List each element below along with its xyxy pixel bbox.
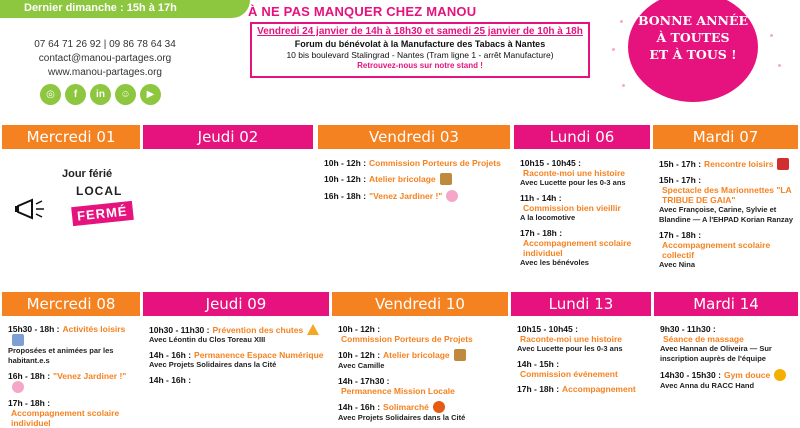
decor-dot: [612, 48, 615, 51]
event-title: Commission Porteurs de Projets: [341, 334, 473, 344]
event-time: 16h - 18h :: [8, 371, 51, 381]
event-time: 10h30 - 11h30 :: [149, 324, 210, 335]
event-entry[interactable]: [149, 324, 325, 345]
event-entry[interactable]: [338, 349, 504, 371]
event-title: Commission bien vieillir: [523, 203, 621, 213]
event-description: Avec Hannan de Oliveira — Sur inscription auprès de l'équipe: [660, 344, 772, 363]
event-entry[interactable]: [520, 158, 646, 188]
day-header: Vendredi 10: [332, 292, 508, 316]
decor-dot: [622, 84, 625, 87]
event-entry[interactable]: [659, 230, 794, 270]
ball-icon: [774, 369, 786, 381]
featured-event-box: [250, 22, 590, 78]
event-description: Avec Nina: [659, 260, 695, 269]
event-time: 9h30 - 11h30 :: [660, 324, 716, 334]
day-column: [338, 318, 504, 422]
event-title: Atelier bricolage: [383, 350, 450, 360]
event-title: Permanence Mission Locale: [341, 386, 455, 396]
event-time: 10h - 12h :: [338, 324, 381, 334]
day-header: Mardi 07: [653, 125, 798, 149]
phone-numbers: 07 64 71 26 92 | 09 86 78 64 34: [34, 39, 176, 50]
paint-icon: [12, 334, 24, 346]
event-entry[interactable]: [8, 398, 136, 428]
event-time: 17h - 18h :: [520, 228, 563, 238]
day-column: [517, 318, 647, 400]
day-header: Lundi 06: [514, 125, 650, 149]
day-column: [149, 150, 309, 290]
featured-event-name: Forum du bénévolat à la Manufacture des Tabacs à Nantes: [294, 39, 546, 49]
holiday-notice: [14, 168, 134, 238]
event-time: 14h - 16h :: [338, 402, 381, 412]
event-entry[interactable]: [324, 173, 506, 185]
event-entry[interactable]: [660, 369, 794, 391]
event-entry[interactable]: [149, 375, 325, 385]
event-entry[interactable]: [659, 158, 794, 170]
facebook-icon[interactable]: f: [65, 84, 86, 105]
event-description: Avec Françoise, Carine, Sylvie et Blandine — A l'EHPAD Korian Ranzay: [659, 205, 794, 224]
contact-block: [0, 38, 210, 80]
event-description: Avec Lucette pour les 0-3 ans: [517, 344, 623, 353]
event-entry[interactable]: [660, 324, 794, 364]
tools-icon: [440, 173, 452, 185]
event-time: 17h - 18h :: [8, 398, 51, 408]
event-title: Solimarché: [383, 402, 429, 412]
event-entry[interactable]: [659, 175, 794, 225]
event-description: A la locomotive: [520, 213, 576, 222]
snapchat-icon[interactable]: ☺: [115, 84, 136, 105]
event-time: 10h - 12h :: [338, 350, 381, 360]
day-header: Mercredi 01: [2, 125, 140, 149]
tools-icon: [454, 349, 466, 361]
event-title: Commission Porteurs de Projets: [369, 158, 501, 168]
decor-dot: [770, 34, 773, 37]
event-entry[interactable]: [517, 324, 647, 354]
event-title: Accompagnement: [562, 384, 636, 394]
event-time: 14h - 15h :: [517, 359, 560, 369]
event-description: Avec Léontin du Clos Toreau XIII: [149, 335, 266, 344]
event-time: 17h - 18h :: [517, 384, 560, 394]
event-title: Séance de massage: [663, 334, 744, 344]
event-time: 15h - 17h :: [659, 159, 702, 169]
featured-address: 10 bis boulevard Stalingrad - Nantes (Tram ligne 1 - arrêt Manufacture): [286, 50, 554, 60]
event-entry[interactable]: [338, 401, 504, 423]
new-year-greeting: [628, 0, 758, 102]
day-header: Jeudi 02: [143, 125, 313, 149]
instagram-icon[interactable]: ◎: [40, 84, 61, 105]
greeting-line: BONNE ANNÉE: [637, 13, 749, 28]
day-header: Vendredi 03: [318, 125, 510, 149]
event-entry[interactable]: [8, 371, 136, 393]
day-column: [149, 318, 325, 400]
day-header: Jeudi 09: [143, 292, 329, 316]
decor-dot: [620, 20, 623, 23]
day-column: [324, 150, 506, 290]
event-description: Avec Projets Solidaires dans la Cité: [338, 413, 466, 422]
event-time: 15h - 17h :: [659, 175, 702, 185]
event-entry[interactable]: [520, 193, 646, 223]
event-title: Accompagnement scolaire collectif: [662, 240, 771, 260]
day-column: [8, 318, 136, 428]
greeting-line: À TOUTES: [656, 30, 730, 45]
featured-heading: À NE PAS MANQUER CHEZ MANOU: [248, 4, 477, 19]
event-title: Accompagnement scolaire individuel: [523, 238, 632, 258]
opening-hours-text: Dernier dimanche : 15h à 17h: [24, 2, 177, 14]
event-title: Atelier bricolage: [369, 174, 436, 184]
linkedin-icon[interactable]: in: [90, 84, 111, 105]
flower-icon: [12, 381, 24, 393]
event-time: 10h - 12h :: [324, 158, 367, 168]
greeting-line: ET À TOUS !: [649, 47, 737, 62]
flower-icon: [446, 190, 458, 202]
day-column: [660, 318, 794, 400]
decor-dot: [778, 64, 781, 67]
social-links: [40, 84, 161, 105]
event-title: Prévention des chutes: [212, 324, 304, 335]
youtube-icon[interactable]: ▶: [140, 84, 161, 105]
featured-dates: Vendredi 24 janvier de 14h à 18h30 et samedi 25 janvier de 10h à 18h: [257, 26, 583, 37]
megaphone-icon: [14, 198, 48, 220]
event-time: 10h - 12h :: [324, 174, 367, 184]
email-link[interactable]: contact@manou-partages.org: [38, 53, 172, 64]
event-entry[interactable]: [324, 190, 506, 202]
pot-icon: [433, 401, 445, 413]
gift-icon: [777, 158, 789, 170]
event-entry[interactable]: [520, 228, 646, 268]
event-entry[interactable]: [149, 350, 325, 370]
day-column: [520, 150, 646, 290]
event-time: 10h15 - 10h45 :: [517, 324, 578, 334]
event-entry[interactable]: [324, 158, 506, 168]
holiday-closed-badge: FERMÉ: [71, 201, 133, 226]
event-description: Avec Anna du RACC Hand: [660, 381, 755, 390]
event-time: 15h30 - 18h :: [8, 324, 60, 334]
event-entry[interactable]: [517, 359, 647, 379]
event-description: Avec Camille: [338, 361, 385, 370]
event-time: 14h - 17h30 :: [338, 376, 390, 386]
day-header: Lundi 13: [511, 292, 651, 316]
website-link[interactable]: www.manou-partages.org: [48, 67, 162, 78]
event-title: Activités loisirs: [62, 324, 126, 334]
day-header: Mardi 14: [654, 292, 798, 316]
event-title: Raconte-moi une histoire: [520, 334, 623, 344]
day-column: [659, 150, 794, 290]
event-title: "Venez Jardiner !": [369, 191, 443, 201]
opening-hours-banner: [0, 0, 250, 18]
event-time: 17h - 18h :: [659, 230, 702, 240]
event-entry[interactable]: [338, 376, 504, 396]
event-time: 16h - 18h :: [324, 191, 367, 201]
event-title: Spectacle des Marionnettes "LA TRIBUE DE GAIA": [662, 185, 792, 205]
warning-icon: [307, 324, 319, 335]
event-time: 11h - 14h :: [520, 193, 562, 203]
event-entry[interactable]: [8, 324, 136, 366]
event-description: Avec Projets Solidaires dans la Cité: [149, 360, 277, 369]
event-title: Commission événement: [520, 369, 618, 379]
holiday-label: Jour férié: [62, 168, 113, 180]
event-title: Gym douce: [723, 370, 771, 380]
event-description: Proposées et animées par les habitant.e.s: [8, 346, 114, 365]
event-description: Avec Lucette pour les 0-3 ans: [520, 178, 626, 187]
event-time: 10h15 - 10h45 :: [520, 158, 581, 168]
event-title: "Venez Jardiner !": [53, 371, 127, 381]
event-title: Accompagnement scolaire individuel: [11, 408, 120, 428]
event-description: Avec les bénévoles: [520, 258, 589, 267]
event-title: Permanence Espace Numérique: [194, 350, 324, 360]
event-time: 14h - 16h :: [149, 350, 192, 360]
event-title: Rencontre loisirs: [704, 159, 774, 169]
day-header: Mercredi 08: [2, 292, 140, 316]
holiday-local: LOCAL: [76, 184, 123, 198]
event-entry[interactable]: [338, 324, 504, 344]
featured-note: Retrouvez-nous sur notre stand !: [357, 61, 483, 70]
event-time: 14h - 16h :: [149, 375, 192, 385]
event-title: Raconte-moi une histoire: [523, 168, 626, 178]
event-entry[interactable]: [517, 384, 647, 394]
event-time: 14h30 - 15h30 :: [660, 370, 721, 380]
